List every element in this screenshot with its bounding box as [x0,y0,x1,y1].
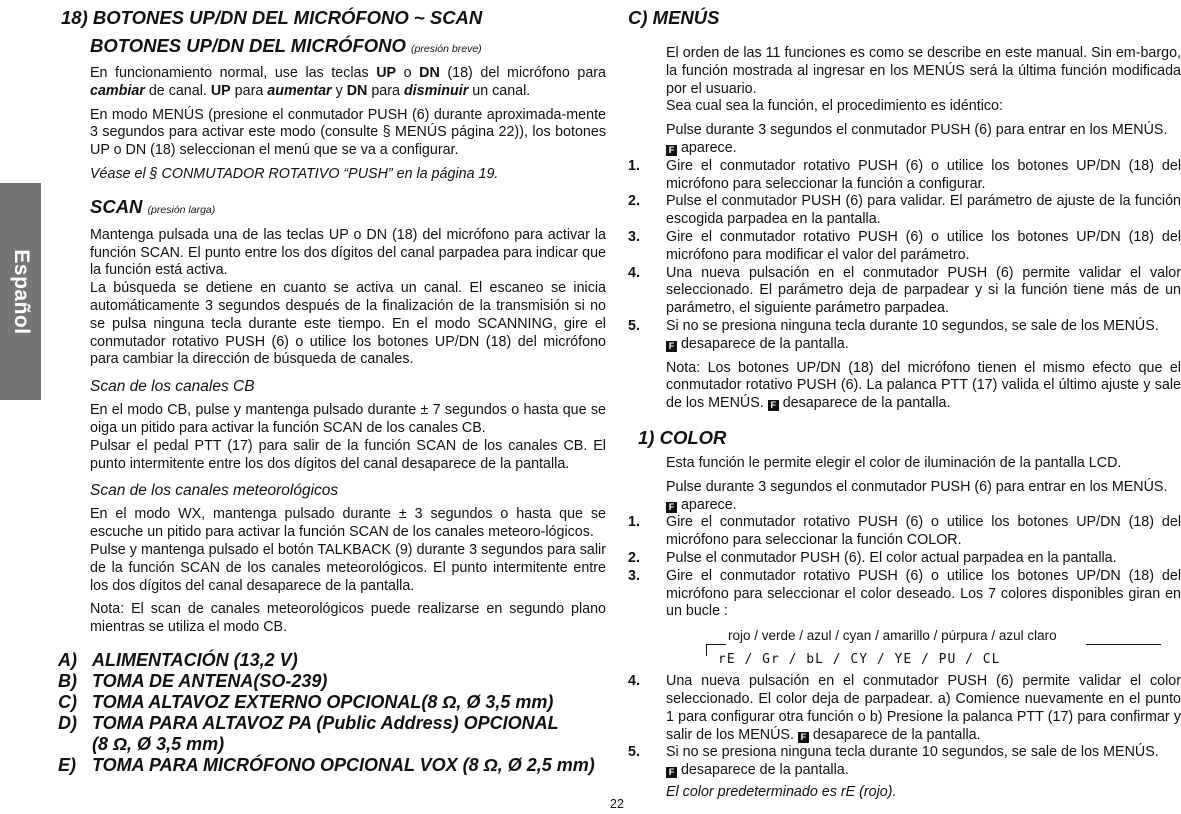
color-codes: rE / Gr / bL / CY / YE / PU / CL [718,652,1001,668]
color-names: rojo / verde / azul / cyan / amarillo / púrpura / azul claro [728,628,1057,644]
paragraph-color-intro: Esta función le permite elegir el color de iluminación de la pantalla LCD. [666,454,1122,471]
f-key-icon: F [666,341,677,352]
paragraph-wx-exit: Pulse y mantenga pulsado el botón TALKBACK (9) durante 3 segundos para salir de la función SCAN de los canales meteorológicos. El punto intermitente entre los dos dígitos del canal desaparece de la pantalla. [90,541,606,594]
list-item: 2. Pulse el conmutador PUSH (6). El color actual parpadea en la pantalla. [628,549,1117,566]
color-steps [628,514,1181,621]
paragraph-procedure: Sea cual sea la función, el procedimiento es idéntico: [666,98,1003,115]
list-item: 5. Si no se presiona ninguna tecla durante 10 segundos, se sale de los MENÚS. F desaparece de la pantalla. [628,744,1159,779]
section-18-title: 18) BOTONES UP/DN DEL MICRÓFONO ~ SCAN [61,7,483,28]
left-column [58,0,606,776]
connector-list [58,650,606,776]
paragraph-color-enter: Pulse durante 3 segundos el conmutador PUSH (6) para entrar en los MENÚS. F aparece. [666,478,1168,513]
connector-item: A) ALIMENTACIÓN (13,2 V) [58,649,298,670]
paragraph-cb-scan: En el modo CB, pulse y mantenga pulsado durante ± 7 segundos o hasta que se oiga un pitido para activar la función SCAN de los canales CB. [90,402,606,436]
cb-scan-title: Scan de los canales CB [90,378,255,396]
menu-steps [628,158,1181,354]
connector-item: C) TOMA ALTAVOZ EXTERNO OPCIONAL(8 Ω, Ø 3,5 mm) [58,691,554,712]
menus-note: Nota: Los botones UP/DN (18) del micrófono tienen el mismo efecto que el conmutador rotativo PUSH (6). La palanca PTT (17) valida el último ajuste y sale de los MENÚS. F desaparece de la pantalla. [666,359,1181,412]
list-item: 4. Una nueva pulsación en el conmutador PUSH (6) permite validar el valor seleccionado. El parámetro deja de parpadear y si la función tiene más de un parámetro, el siguiente parámetro parpadea. [628,264,1181,317]
paragraph-wx-scan: En el modo WX, mantenga pulsado durante ± 3 segundos o hasta que se escuche un pitido para activar la función SCAN de los canales meteoro-lógicos. [90,506,606,541]
color-steps-2 [628,673,1181,780]
connector-item: B) TOMA DE ANTENA(SO-239) [58,670,328,691]
updn-subtitle: BOTONES UP/DN DEL MICRÓFONO (presión breve) [90,35,482,56]
paragraph-scan-activate: Mantenga pulsada una de las teclas UP o DN (18) del micrófono para activar la función SCAN. El punto entre los dos dígitos del canal parpadea para indicar que la función está activa. [90,226,606,279]
f-key-icon: F [666,502,677,513]
connector-item: E) TOMA PARA MICRÓFONO OPCIONAL VOX (8 Ω, Ø 2,5 mm) [58,754,595,775]
language-side-tab [0,183,41,400]
scan-note: (presión larga) [147,203,216,216]
f-key-icon: F [798,732,809,743]
scan-title: SCAN (presión larga) [90,195,216,217]
paragraph-enter-menus: Pulse durante 3 segundos el conmutador PUSH (6) para entrar en los MENÚS. F aparece. [666,122,1168,156]
list-item: 3. Gire el conmutador rotativo PUSH (6) o utilice los botones UP/DN (18) del micrófono para seleccionar el color deseado. Los 7 colores disponibles giran en un bucle : [628,567,1181,620]
right-column [628,0,1181,802]
menus-title: C) MENÚS [628,7,720,28]
paragraph-normal-operation: En funcionamiento normal, use las teclas UP o DN (18) del micrófono para cambiar de canal. UP para aumentar y DN para disminuir un canal. [90,65,606,99]
list-item: 3. Gire el conmutador rotativo PUSH (6) o utilice los botones UP/DN (18) del micrófono para modificar el valor del parámetro. [628,228,1181,263]
paragraph-see-also: Véase el § CONMUTADOR ROTATIVO “PUSH” en la página 19. [90,165,499,182]
color-default: El color predeterminado es rE (rojo). [666,783,897,800]
paragraph-menus-order: El orden de las 11 funciones es como se describe en este manual. Sin em-bargo, la función mostrada al ingresar en los MENÚS será la última función modificada por el usuario. [666,45,1181,97]
wx-scan-title: Scan de los canales meteorológicos [90,482,339,500]
page-number: 22 [610,797,624,811]
f-key-icon: F [666,767,677,778]
list-item: 4. Una nueva pulsación en el conmutador PUSH (6) permite validar el color seleccionado. El color deja de parpadear. a) Comience nuevamente en el punto 1 para configurar otra función o b) Presione la palanca PTT (17) para confirmar y salir de los MENÚS. F desaparece de la pantalla. [628,673,1181,743]
color-cycle-diagram [666,627,1181,673]
list-item: 2. Pulse el conmutador PUSH (6) para validar. El parámetro de ajuste de la función escogida parpadea en la pantalla. [628,193,1181,228]
list-item: 1. Gire el conmutador rotativo PUSH (6) o utilice los botones UP/DN (18) del micrófono para seleccionar la función COLOR. [628,514,1181,549]
f-key-icon: F [666,145,677,156]
list-item: 5. Si no se presiona ninguna tecla durante 10 segundos, se sale de los MENÚS. F desaparece de la pantalla. [628,317,1159,352]
color-title: 1) COLOR [638,426,727,448]
updn-note: (presión breve) [411,43,482,55]
paragraph-cb-exit: Pulsar el pedal PTT (17) para salir de la función SCAN de los canales CB. El punto intermitente entre los dos dígitos del canal desaparece de la pantalla. [90,437,606,472]
language-label: Español [9,248,33,335]
paragraph-wx-note: Nota: El scan de canales meteorológicos puede realizarse en segundo plano mientras se utiliza el modo CB. [90,601,606,636]
paragraph-menus-mode: En modo MENÚS (presione el conmutador PUSH (6) durante aproximada-mente 3 segundos para activar este modo (consulte § MENÚS página 22)), los botones UP o DN (18) seleccionan el menú que se va a configurar. [90,106,606,159]
list-item: 1. Gire el conmutador rotativo PUSH (6) o utilice los botones UP/DN (18) del micrófono para seleccionar la función a configurar. [628,157,1181,192]
connector-item: D) TOMA PARA ALTAVOZ PA (Public Address) OPCIONAL (8 Ω, Ø 3,5 mm) [58,712,559,754]
f-key-icon: F [768,400,779,411]
paragraph-scan-stop: La búsqueda se detiene en cuanto se activa un canal. El escaneo se inicia automáticamente 3 segundos después de la finalización de la transmisión si no se pulsa ninguna tecla durante este tiempo. En el modo SCANNING, gire el conmutador rotativo PUSH (6) o utilice los botones UP/DN (18) del micrófono para cambiar la dirección de búsqueda de canales. [90,280,606,368]
